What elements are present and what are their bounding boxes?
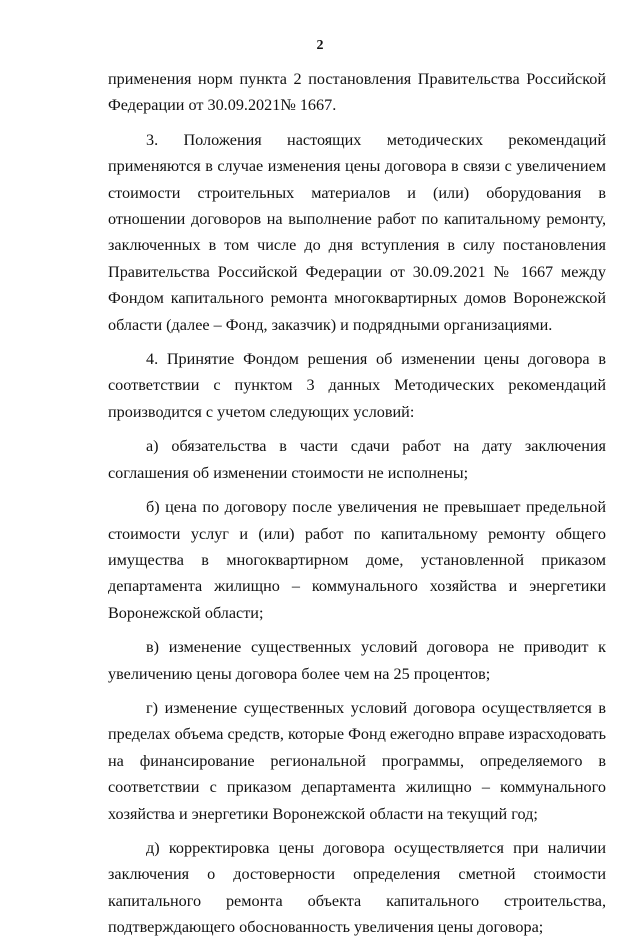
paragraph-item-4: 4. Принятие Фондом решения об изменении цены договора в соответствии с пунктом 3 данных Методических рекомендаций производится с учетом следующих условий:: [108, 350, 606, 421]
paragraph-item-3: 3. Положения настоящих методических рекомендаций применяются в случае изменения цены договора в связи с увеличением стоимости строительных материалов и (или) оборудования в отношении договоров на выполнение работ по капитальному ремонту, заключенных в том числе до дня вступления в силу постановления Правительства Российской Федерации от 30.09.2021 № 1667 между Фондом капитального ремонта многоквартирных домов Воронежской области (далее – Фонд, заказчик) и подрядными организациями.: [108, 130, 606, 334]
condition-d: д) корректировка цены договора осуществляется при наличии заключения о достоверности определения сметной стоимости капитального ремонта объекта капитального строительства, подтверждающего обоснованность увеличения цены договора;: [108, 838, 606, 937]
condition-g: г) изменение существенных условий договора осуществляется в пределах объема средств, которые Фонд ежегодно вправе израсходовать на финансирование региональной программы, определяемого в соответствии с приказом департамента жилищно – коммунального хозяйства и энергетики Воронежской области на текущий год;: [108, 698, 606, 823]
paragraph-continuation: применения норм пункта 2 постановления Правительства Российской Федерации от 30.09.2021№ 1667.: [108, 70, 606, 115]
page-number: 2: [316, 38, 324, 53]
condition-a: а) обязательства в части сдачи работ на дату заключения соглашения об изменении стоимости не исполнены;: [108, 437, 606, 482]
condition-b: б) цена по договору после увеличения не превышает предельной стоимости услуг и (или) работ по капитальному ремонту общего имущества в многоквартирном доме, установленной приказом департамента жилищно – коммунального хозяйства и энергетики Воронежской области;: [108, 498, 606, 622]
document-body: [108, 66, 606, 941]
condition-v: в) изменение существенных условий договора не приводит к увеличению цены договора более чем на 25 процентов;: [108, 638, 606, 683]
